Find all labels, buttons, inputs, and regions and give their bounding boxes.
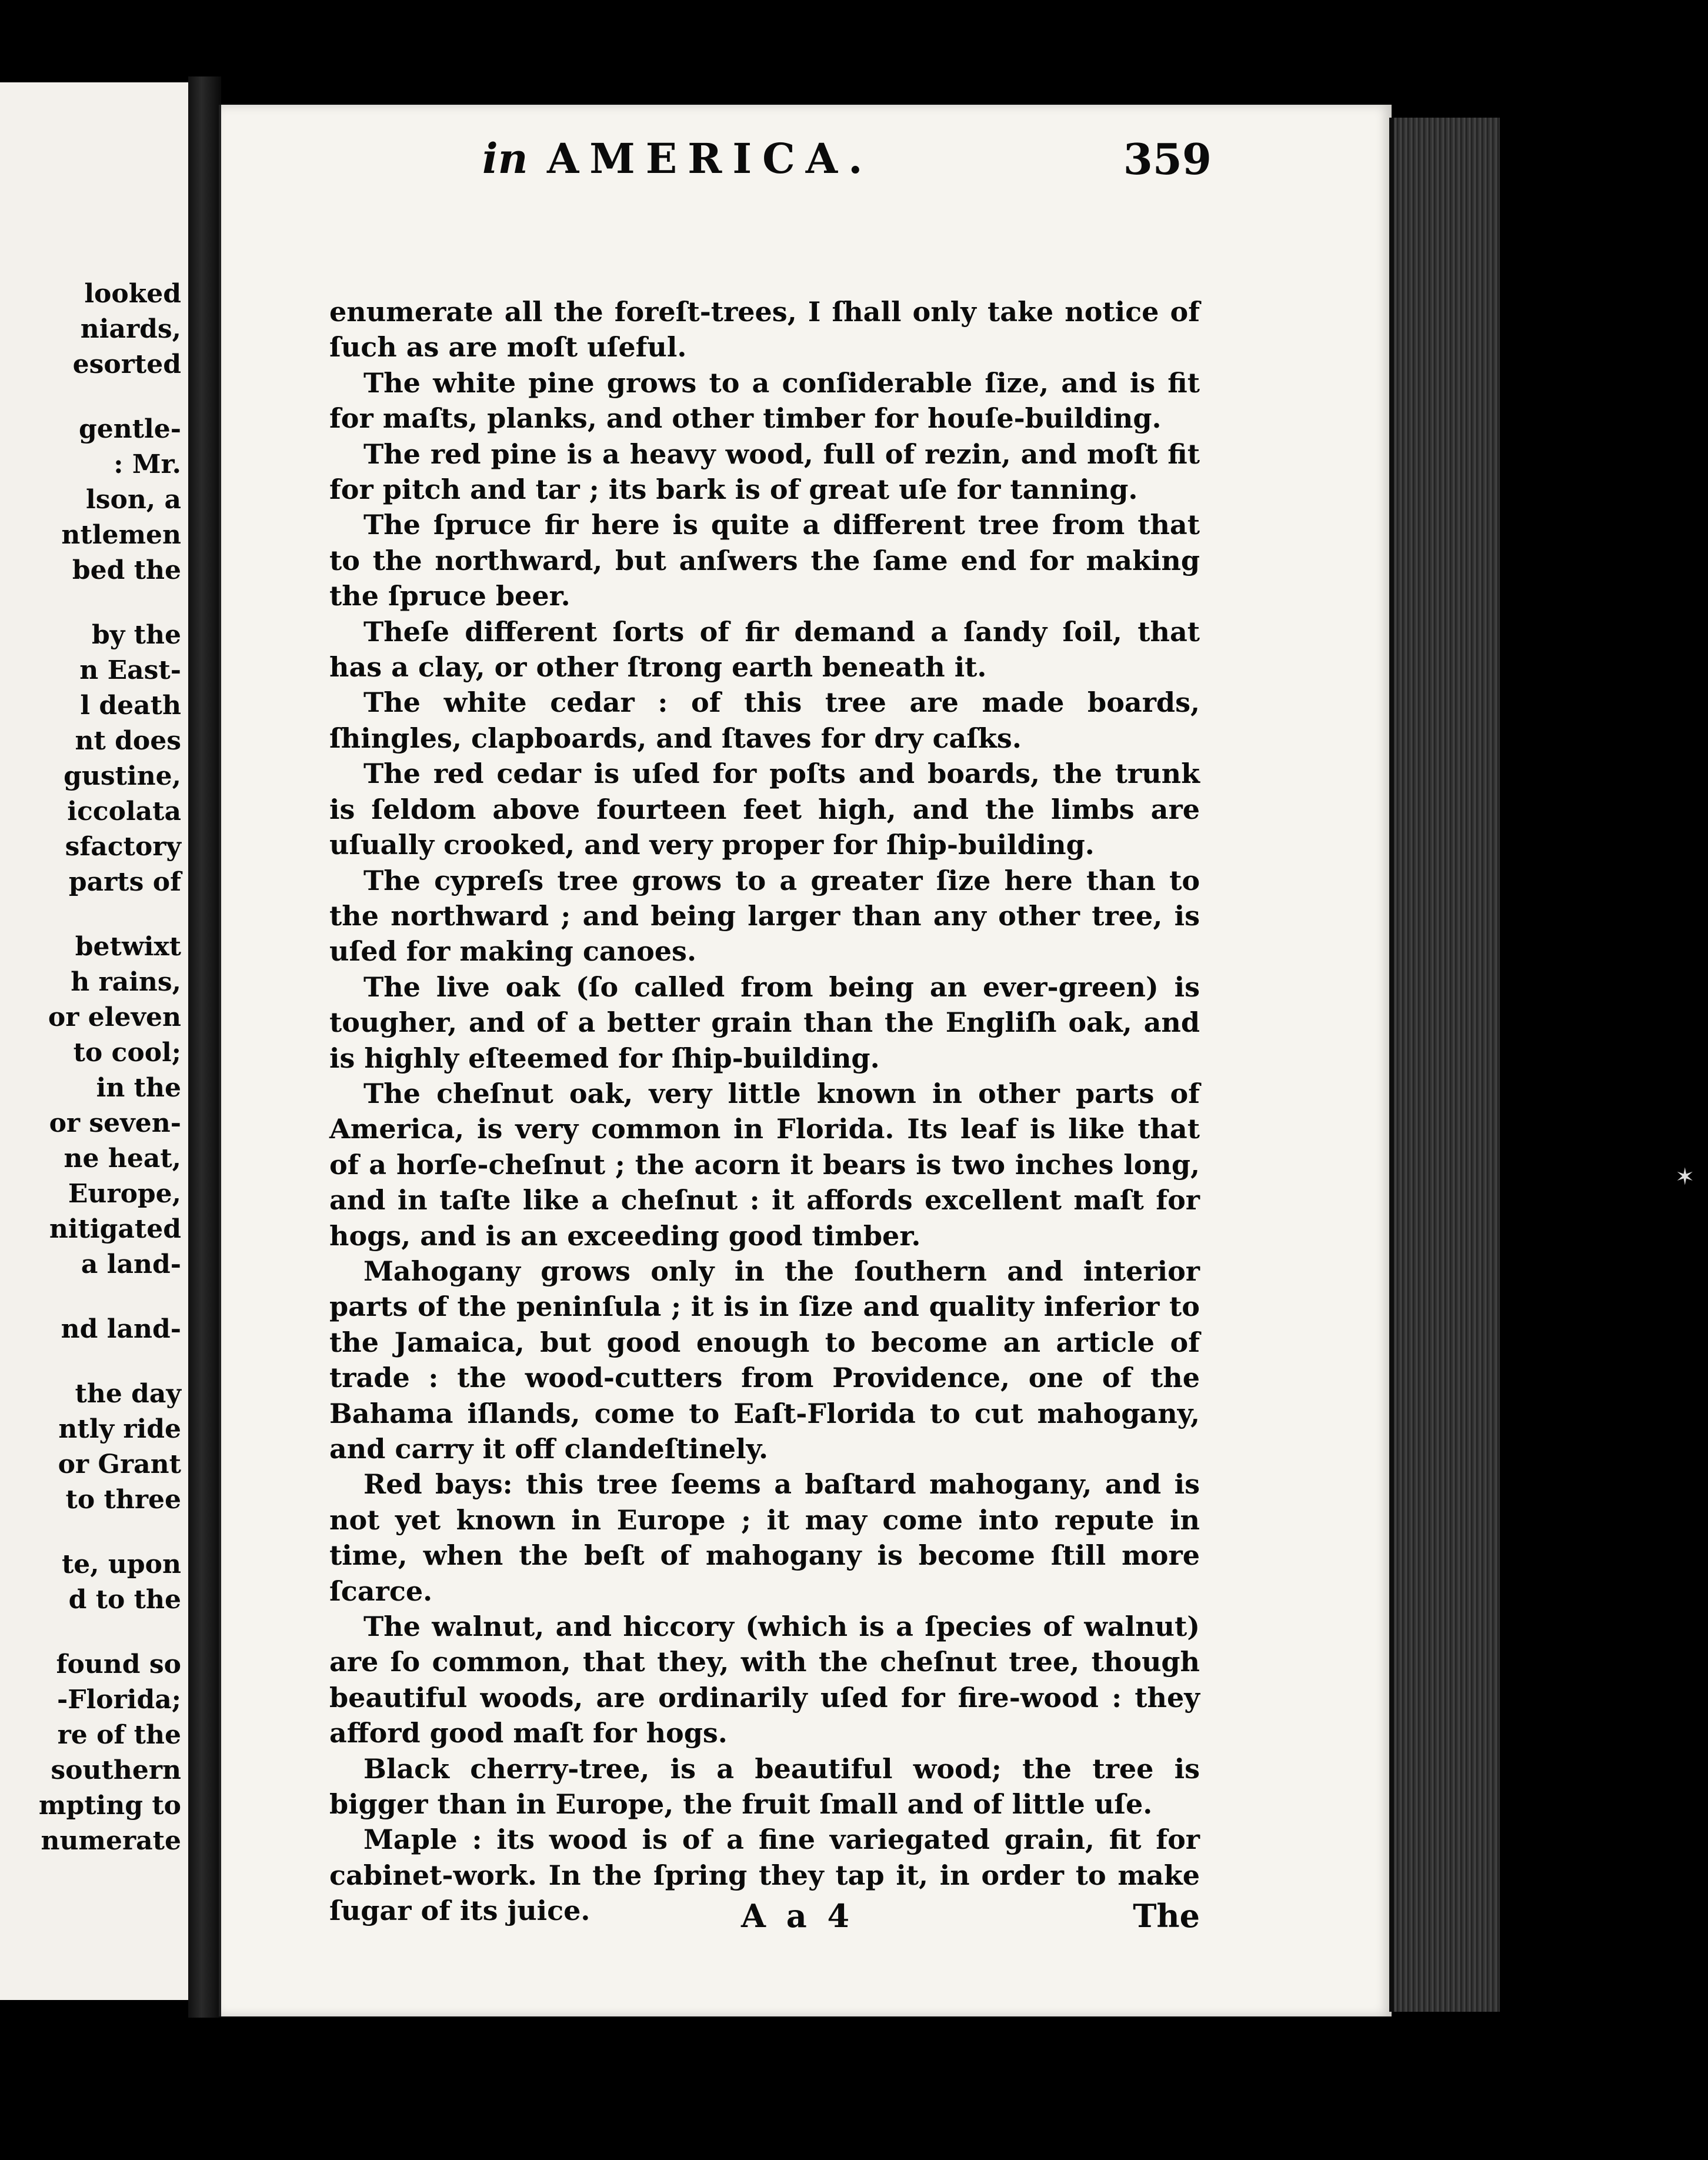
left-page-line [0, 1618, 188, 1647]
left-page-line: h rains, [71, 967, 181, 997]
body-text [329, 294, 1200, 1929]
left-page-line: l death [80, 691, 181, 721]
left-page-line: betwixt [75, 932, 181, 962]
paragraph-white-cedar: The white cedar : of this tree are made boards, ſhingles, clapboards, and ſtaves for dry caſks. [329, 686, 1200, 754]
paragraph-continuation: enumerate all the foreſt-trees, I ſhall only take notice of ſuch as are moſt uſeful. [329, 296, 1200, 364]
left-page-line: nd land- [61, 1314, 181, 1344]
paragraph-chesnut-oak: The cheſnut oak, very little known in other parts of America, is very common in Florida. Its leaf is like that of a horſe-cheſnut ; the acorn it bears is two inches long, and in taſte like a cheſnut : it affords excellent maſt for hogs, and is an exceeding good timber. [329, 1077, 1200, 1252]
left-page-line: -Florida; [57, 1685, 181, 1715]
left-page-line: Europe, [68, 1179, 181, 1209]
left-page-line: in the [96, 1073, 181, 1103]
page-edges [1389, 118, 1500, 2012]
left-page-line: te, upon [61, 1549, 181, 1579]
paragraph-red-pine: The red pine is a heavy wood, full of rezin, and moſt fit for pitch and tar ; its bark is of great uſe for tanning. [329, 438, 1200, 506]
left-page-line: mpting to [38, 1791, 181, 1821]
left-page-line [0, 588, 188, 618]
left-page-line: or seven- [49, 1108, 181, 1138]
left-page-line: nitigated [49, 1214, 181, 1244]
signature-mark: A a 4 [741, 1897, 855, 1935]
left-page-line: nt does [75, 726, 181, 756]
left-page-line: iccolata [67, 796, 181, 826]
left-page-line [0, 1347, 188, 1376]
page-footer [329, 1897, 1200, 1944]
left-page-line: : Mr. [114, 449, 181, 479]
left-page-line [0, 900, 188, 929]
paragraph-red-cedar: The red cedar is uſed for poſts and boards, the trunk is ſeldom above fourteen feet high, and the limbs are uſually crooked, and very proper for ſhip-building. [329, 758, 1200, 861]
left-page-line: looked [84, 279, 181, 309]
left-page-line: found so [56, 1649, 181, 1679]
paragraph-mahogany: Mahogany grows only in the ſouthern and interior parts of the peninſula ; it is in ſize and quality inferior to the Jamaica, but good enough to become an article of trade : the wood-cutters from Providence, one of the Bahama iſlands, come to Eaſt-Florida to cut mahogany, and carry it off clandeſtinely. [329, 1255, 1200, 1465]
left-page-line: parts of [68, 867, 181, 897]
running-head-title: AMERICA. [547, 134, 873, 183]
left-page-line: bed the [72, 555, 181, 585]
paragraph-walnut-hiccory: The walnut, and hiccory (which is a ſpecies of walnut) are ſo common, that they, with the cheſnut tree, though beautiful woods, are ordinarily uſed for fire-wood : they afford good maſt for hogs. [329, 1611, 1200, 1749]
paragraph-white-pine: The white pine grows to a conſiderable ſize, and is fit for maſts, planks, and other timber for houſe-building. [329, 366, 1200, 435]
left-page-line: re of the [57, 1720, 181, 1750]
left-page-line: esorted [72, 349, 181, 379]
left-page-line: ne heat, [64, 1144, 181, 1174]
catchword: The [1133, 1897, 1200, 1935]
left-page-line: lson, a [86, 485, 181, 515]
paragraph-fir-soil: Theſe different ſorts of fir demand a ſandy ſoil, that has a clay, or other ſtrong earth beneath it. [329, 615, 1200, 684]
running-header [176, 134, 1212, 193]
left-page-line: n East- [79, 655, 181, 685]
left-page-line: or eleven [48, 1002, 181, 1032]
left-page-line: to three [65, 1485, 181, 1515]
left-page-line: numerate [41, 1826, 181, 1856]
left-page-text [0, 276, 188, 1859]
paragraph-red-bays: Red bays: this tree ſeems a baſtard mahogany, and is not yet known in Europe ; it may come into repute in time, when the beſt of mahogany is become ſtill more ſcarce. [329, 1468, 1200, 1607]
left-page-line: gustine, [64, 761, 181, 791]
left-page-line: a land- [81, 1249, 181, 1279]
left-page-line [0, 1282, 188, 1312]
left-page-line: by the [92, 620, 181, 650]
book-gutter [188, 76, 221, 2018]
running-head-prefix: in [482, 134, 528, 183]
paragraph-maple: Maple : its wood is of a fine variegated grain, fit for cabinet-work. In the ſpring they tap it, in order to make ſugar of its juice. [329, 1824, 1200, 1927]
page-number: 359 [1123, 134, 1212, 184]
left-page-line: niards, [80, 314, 181, 344]
paragraph-cypress: The cypreſs tree grows to a greater ſize here than to the northward ; and being larger than any other tree, is uſed for making canoes. [329, 864, 1200, 968]
left-page-line: the day [75, 1379, 181, 1409]
left-page [0, 82, 192, 2000]
left-page-line: or Grant [58, 1449, 181, 1479]
left-page-line [0, 382, 188, 412]
left-page-line: d to the [68, 1585, 181, 1615]
scan-speck: ✶ [1675, 1164, 1695, 1191]
left-page-line: ntly ride [58, 1414, 181, 1444]
left-page-line: to cool; [73, 1038, 181, 1068]
paragraph-black-cherry: Black cherry-tree, is a beautiful wood; the tree is bigger than in Europe, the fruit ſmall and of little uſe. [329, 1752, 1200, 1821]
left-page-line: southern [51, 1755, 181, 1785]
left-page-line [0, 1518, 188, 1547]
paragraph-live-oak: The live oak (ſo called from being an ever-green) is tougher, and of a better grain than the Engliſh oak, and is highly eſteemed for ſhip-building. [329, 971, 1200, 1074]
left-page-line: ntlemen [61, 520, 181, 550]
left-page-line: gentle- [78, 414, 181, 444]
left-page-line: sfactory [65, 832, 181, 862]
paragraph-spruce-fir: The ſpruce fir here is quite a different tree from that to the northward, but anſwers the ſame end for making the ſpruce beer. [329, 509, 1200, 612]
